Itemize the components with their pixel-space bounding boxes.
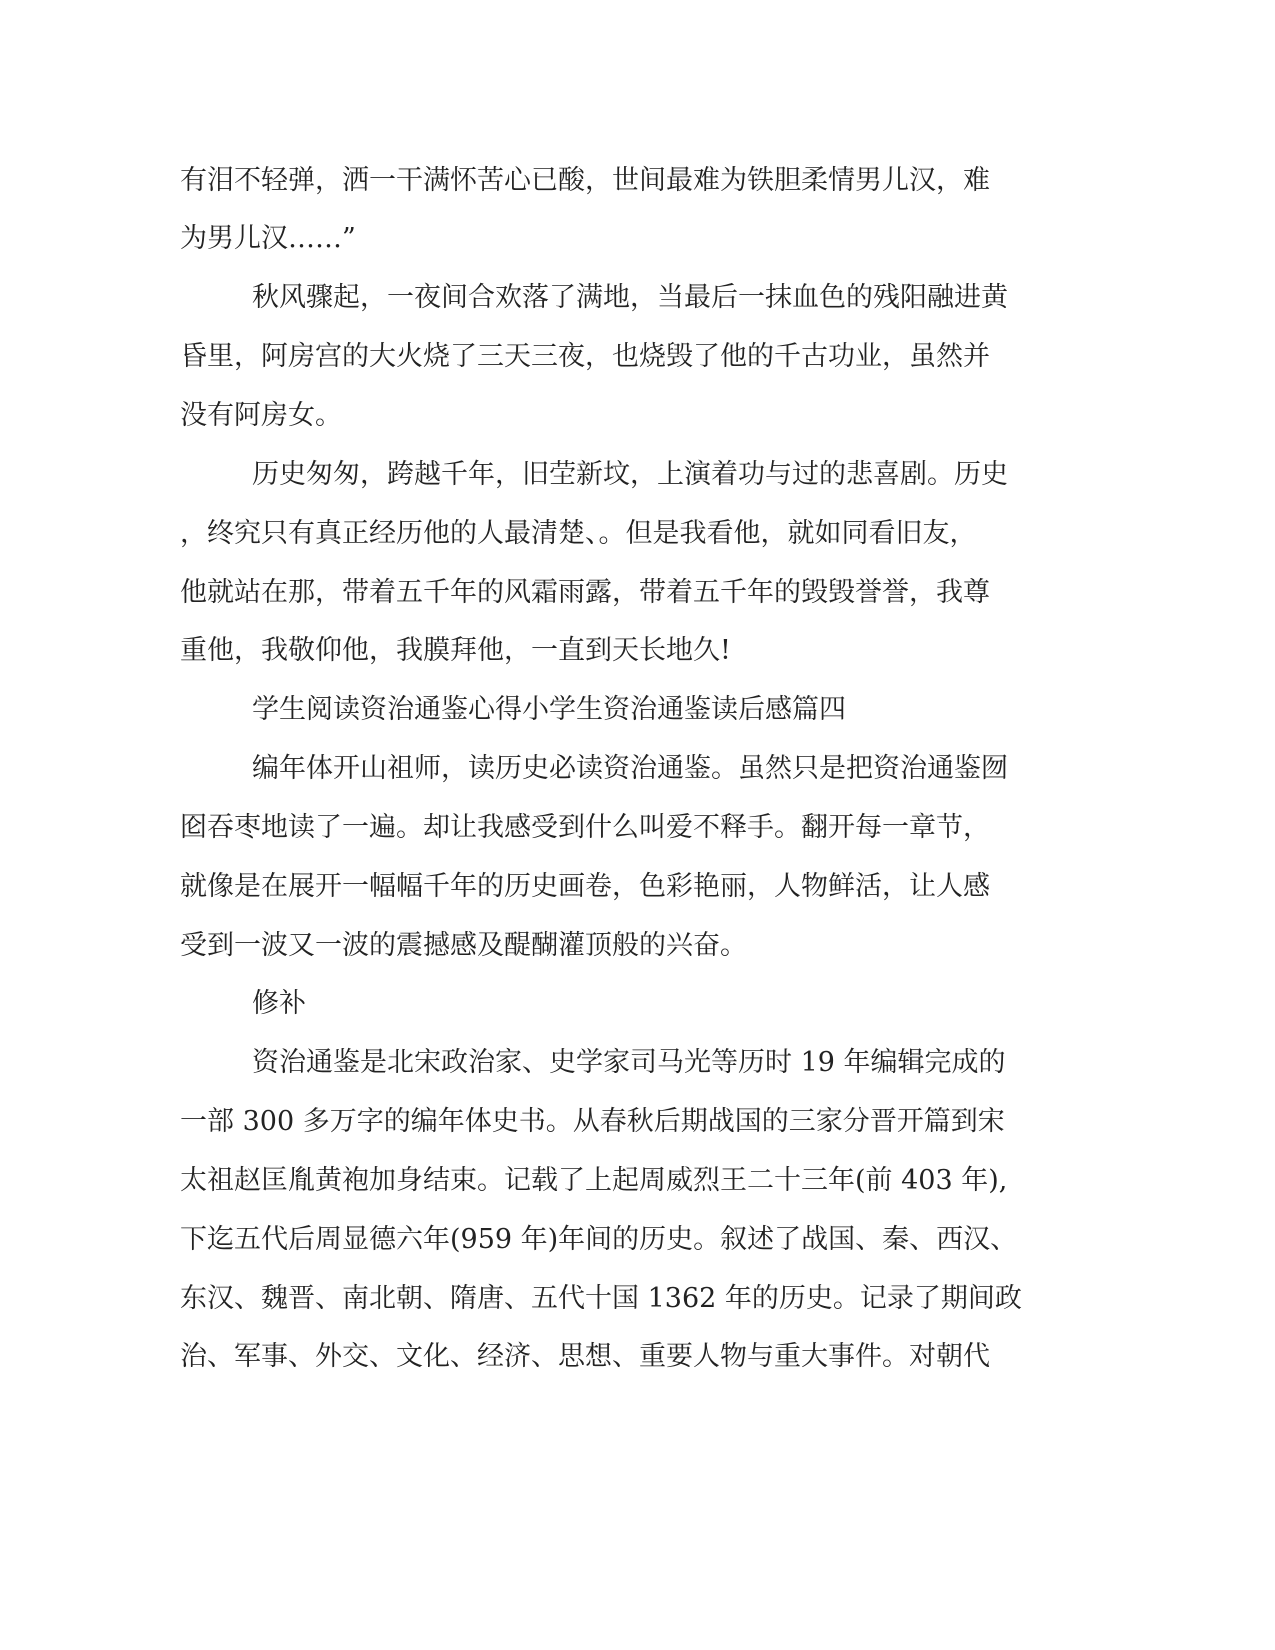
text-line: 囵吞枣地读了一遍。却让我感受到什么叫爱不释手。翻开每一章节， — [180, 812, 990, 843]
text-line: 编年体开山祖师，读历史必读资治通鉴。虽然只是把资治通鉴囫 — [252, 753, 1008, 784]
section-heading: 学生阅读资治通鉴心得小学生资治通鉴读后感篇四 — [252, 694, 846, 725]
text-line: 重他，我敬仰他，我膜拜他，一直到天长地久! — [180, 635, 731, 666]
text-line: 为男儿汉……” — [180, 223, 356, 254]
text-line: ，终究只有真正经历他的人最清楚、。但是我看他，就如同看旧友， — [180, 518, 977, 549]
text-line: 历史匆匆，跨越千年，旧茔新坟，上演着功与过的悲喜剧。历史 — [252, 459, 1008, 490]
text-line: 一部 300 多万字的编年体史书。从春秋后期战国的三家分晋开篇到宋 — [180, 1106, 1005, 1137]
text-line: 受到一波又一波的震撼感及醍醐灌顶般的兴奋。 — [180, 930, 747, 961]
text-line: 没有阿房女。 — [180, 400, 342, 431]
text-line: 昏里，阿房宫的大火烧了三天三夜，也烧毁了他的千古功业，虽然并 — [180, 341, 990, 372]
text-line: 他就站在那，带着五千年的风霜雨露，带着五千年的毁毁誉誉，我尊 — [180, 577, 990, 608]
text-line: 资治通鉴是北宋政治家、史学家司马光等历时 19 年编辑完成的 — [252, 1047, 1006, 1078]
subheading: 修补 — [252, 988, 306, 1019]
text-line: 就像是在展开一幅幅千年的历史画卷，色彩艳丽，人物鲜活，让人感 — [180, 871, 990, 902]
text-line: 太祖赵匡胤黄袍加身结束。记载了上起周威烈王二十三年(前 403 年), — [180, 1165, 1008, 1196]
text-line: 秋风骤起，一夜间合欢落了满地，当最后一抹血色的残阳融进黄 — [252, 282, 1008, 313]
text-line: 下迄五代后周显德六年(959 年)年间的历史。叙述了战国、秦、西汉、 — [180, 1224, 1018, 1255]
text-line: 治、军事、外交、文化、经济、思想、重要人物与重大事件。对朝代 — [180, 1341, 990, 1372]
text-line: 有泪不轻弹，洒一干满怀苦心已酸，世间最难为铁胆柔情男儿汉，难 — [180, 165, 990, 196]
text-line: 东汉、魏晋、南北朝、隋唐、五代十国 1362 年的历史。记录了期间政 — [180, 1283, 1022, 1314]
